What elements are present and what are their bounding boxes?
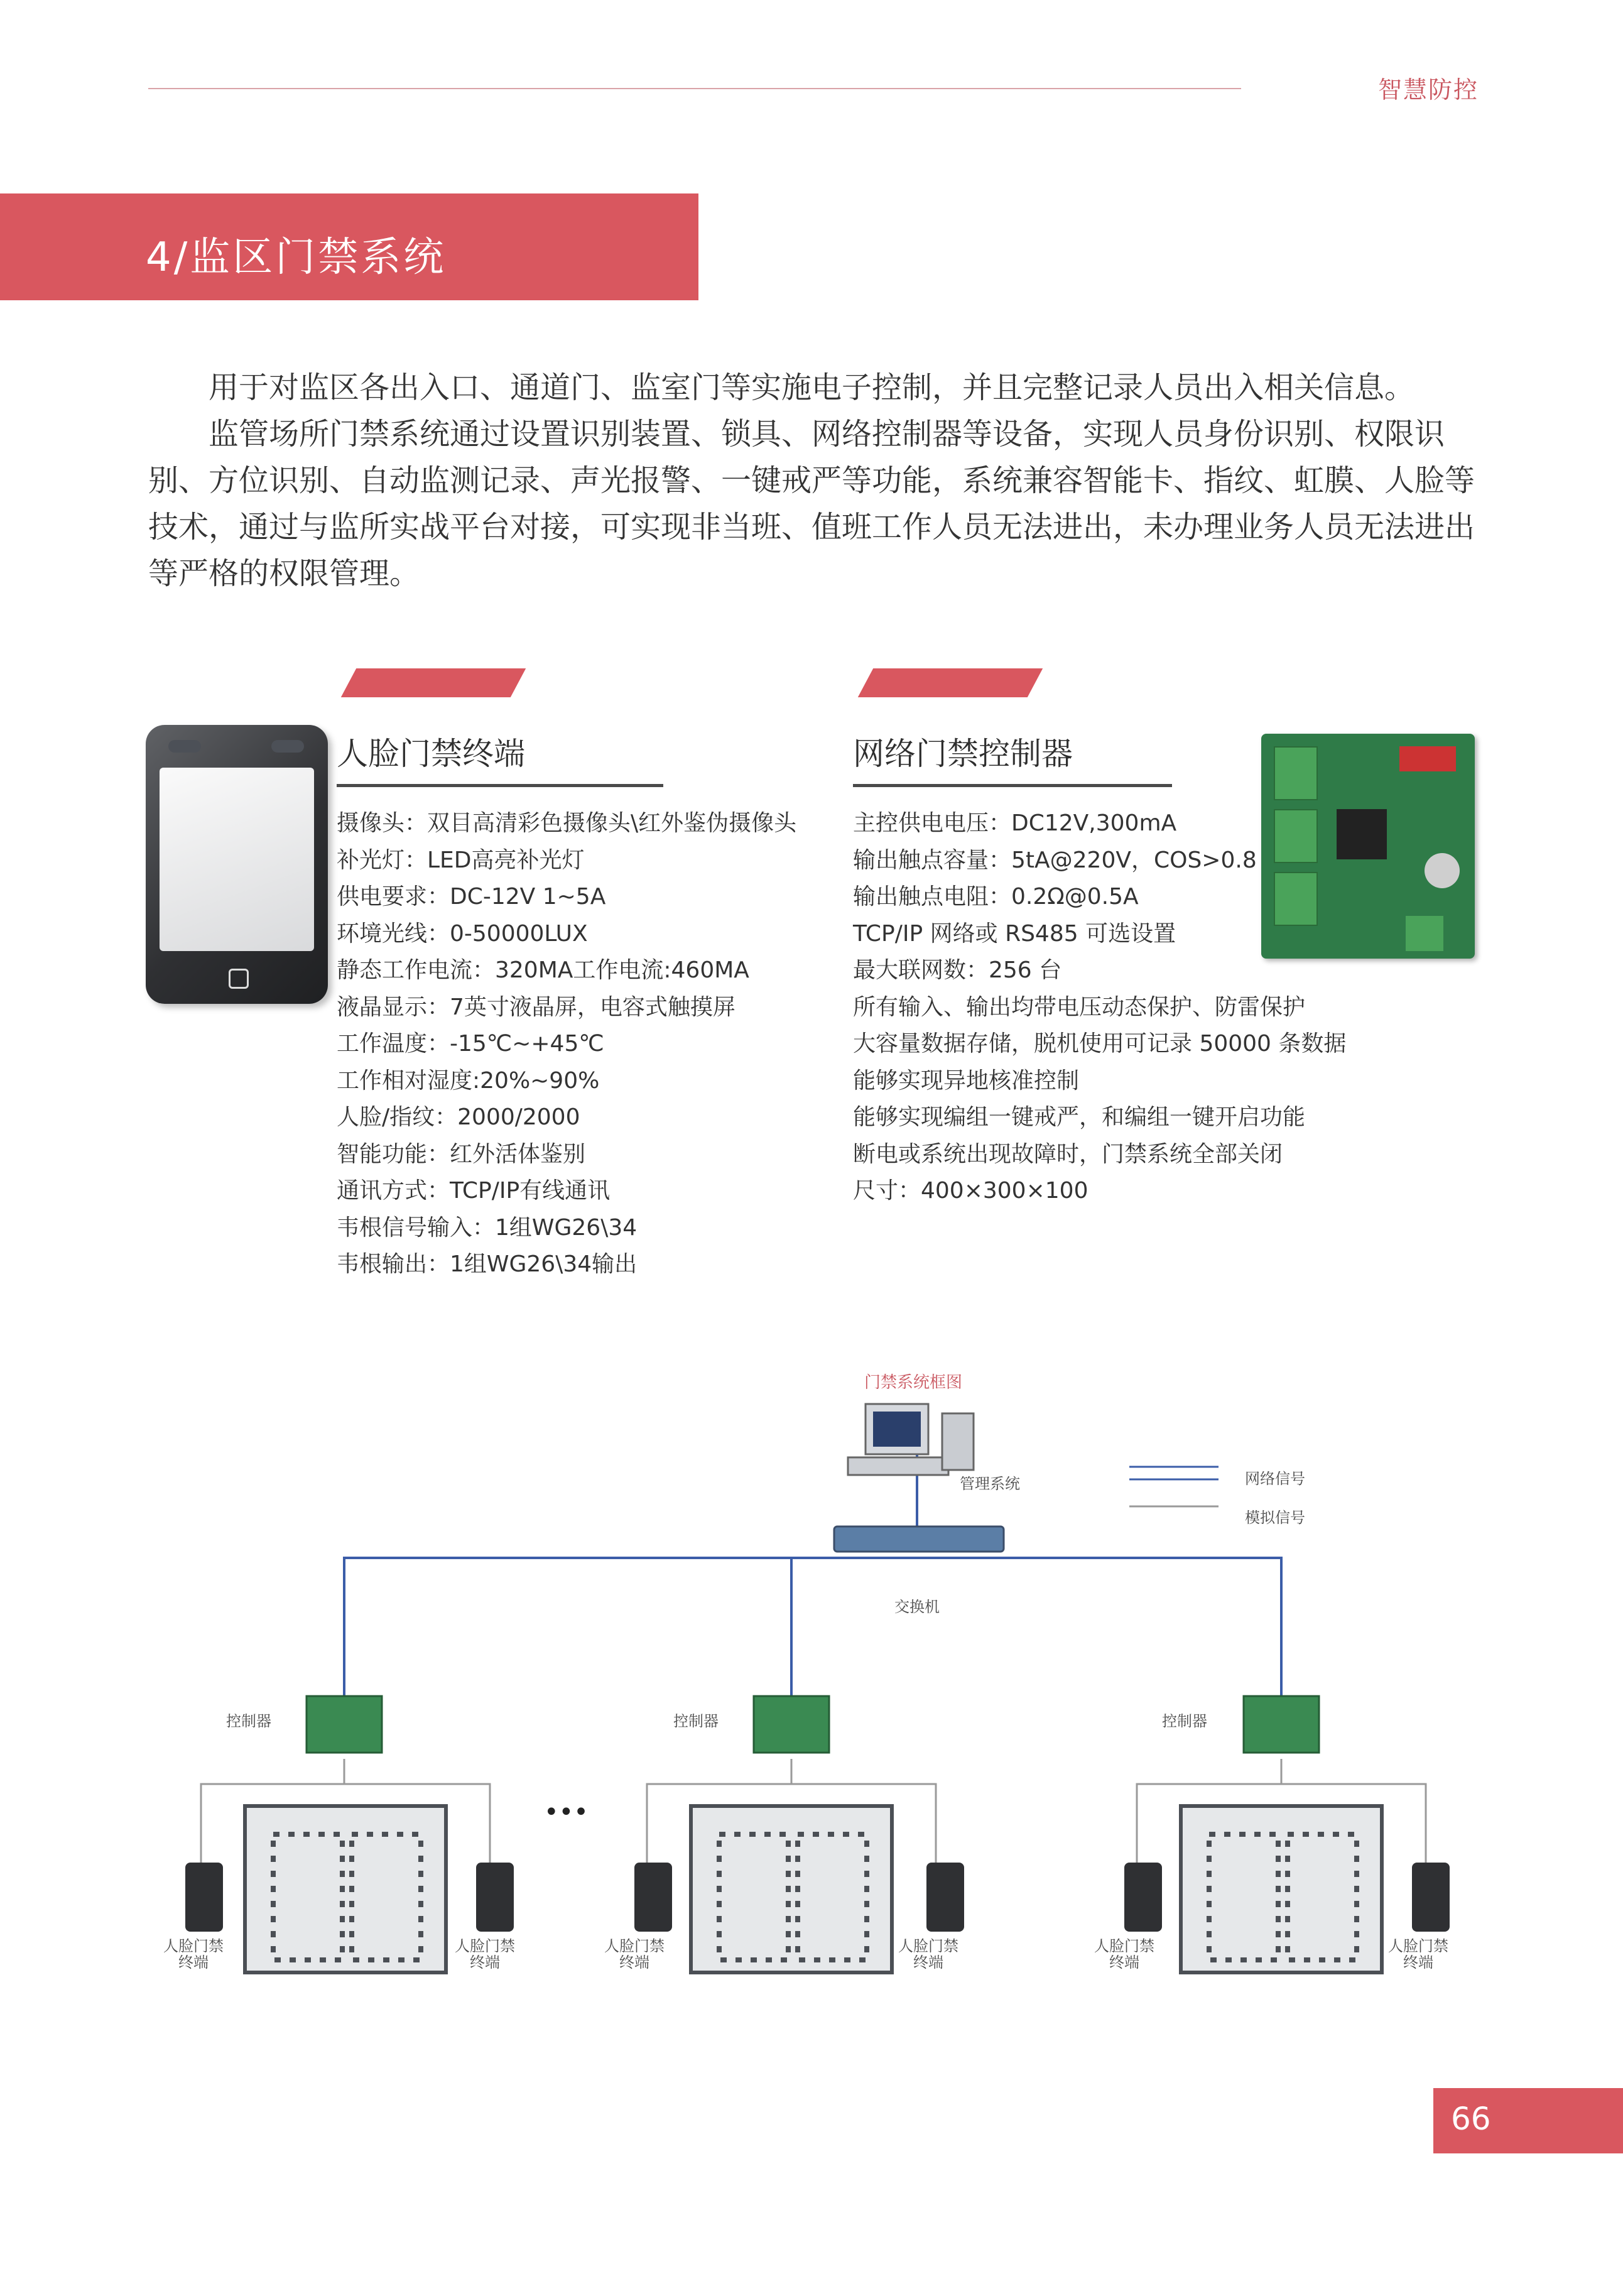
face-terminal-title: 人脸门禁终端 — [337, 736, 525, 772]
spec-line: 尺寸：400×300×100 — [853, 1178, 1088, 1204]
spec-line: 输出触点电阻：0.2Ω@0.5A — [853, 884, 1139, 910]
spec-line: 工作温度：-15℃~+45℃ — [337, 1031, 604, 1057]
section-title: 4/监区门禁系统 — [146, 234, 447, 281]
legend-network-label: 网络信号 — [1245, 1470, 1305, 1488]
face-terminal-icon — [634, 1863, 672, 1932]
gate-icon — [1181, 1806, 1382, 1972]
spec-line: 智能功能：红外活体鉴别 — [337, 1141, 586, 1167]
face-terminal-label: 人脸门禁 终端 — [1388, 1937, 1448, 1971]
spec-line: 人脸/指纹：2000/2000 — [337, 1104, 580, 1130]
camera-icon — [271, 740, 304, 753]
legend-analog-label: 模拟信号 — [1245, 1509, 1305, 1526]
face-terminal-tab — [341, 668, 526, 697]
face-terminal-rule — [337, 784, 663, 787]
spec-line: 供电要求：DC-12V 1~5A — [337, 884, 606, 910]
controller-board-image — [1261, 734, 1475, 959]
intro-paragraph-1: 用于对监区各出入口、通道门、监室门等实施电子控制，并且完整记录人员出入相关信息。 — [209, 370, 1415, 405]
spec-line: 环境光线：0-50000LUX — [337, 920, 588, 947]
face-terminal-image — [146, 725, 328, 1004]
page-number: 66 — [1451, 2101, 1491, 2137]
spec-line: 能够实现编组一键戒严，和编组一键开启功能 — [853, 1104, 1306, 1130]
spec-line: 工作相对湿度:20%~90% — [337, 1067, 600, 1094]
terminal-block — [1274, 746, 1318, 800]
header-rule — [148, 88, 1241, 89]
face-terminal-icon — [185, 1863, 223, 1932]
face-terminal-label: 人脸门禁 终端 — [163, 1937, 224, 1971]
face-terminal-label: 人脸门禁 终端 — [604, 1937, 665, 1971]
terminal-block — [1274, 809, 1318, 863]
diagram-mgmt-label: 管理系统 — [960, 1475, 1020, 1493]
diagram-switch-label: 交换机 — [894, 1598, 940, 1616]
gate-icon — [691, 1806, 892, 1972]
spec-line: TCP/IP 网络或 RS485 可选设置 — [853, 920, 1176, 947]
spec-line: 韦根输出：1组WG26\34输出 — [337, 1251, 638, 1277]
diagram-ellipsis: ••• — [544, 1798, 589, 1827]
spec-line: 液晶显示：7英寸液晶屏，电容式触摸屏 — [337, 994, 736, 1020]
face-terminal-icon — [476, 1863, 514, 1932]
controller-tab — [858, 668, 1043, 697]
dip-switch — [1399, 746, 1456, 771]
intro-paragraph-2: 监管场所门禁系统通过设置识别装置、锁具、网络控制器等设备，实现人员身份识别、权限识别、方位识别、自动监测记录、声光报警、一键戒严等功能，系统兼容智能卡、指纹、虹膜、人脸等技术，通过与监所实战平台对接，可实现非当班、值班工作人员无法进出，未办理业务人员无法进出等严格的权限管理。 — [148, 416, 1475, 591]
controller-label: 控制器 — [1162, 1712, 1207, 1730]
spec-line: 断电或系统出现故障时，门禁系统全部关闭 — [853, 1141, 1283, 1167]
face-terminal-specs — [337, 805, 796, 1283]
spec-line: 大容量数据存储，脱机使用可记录 50000 条数据 — [853, 1031, 1347, 1057]
spec-line: 能够实现异地核准控制 — [853, 1067, 1080, 1094]
spec-line: 摄像头：双目高清彩色摄像头\红外鉴伪摄像头 — [337, 810, 797, 836]
face-terminal-icon — [1412, 1863, 1450, 1932]
face-terminal-icon — [926, 1863, 964, 1932]
controller-label: 控制器 — [673, 1712, 719, 1730]
controller-title: 网络门禁控制器 — [853, 736, 1073, 772]
face-terminal-label: 人脸门禁 终端 — [898, 1937, 958, 1971]
gate-icon — [245, 1806, 446, 1972]
spec-line: 最大联网数：256 台 — [853, 957, 1062, 983]
access-control-diagram — [144, 1344, 1495, 1998]
camera-icon — [168, 740, 201, 753]
face-terminal-label: 人脸门禁 终端 — [455, 1937, 515, 1971]
controller-icon — [1244, 1696, 1319, 1753]
spec-line: 静态工作电流：320MA工作电流:460MA — [337, 957, 749, 983]
diagram-title: 门禁系统框图 — [864, 1373, 963, 1392]
controller-icon — [754, 1696, 829, 1753]
spec-line: 通讯方式：TCP/IP有线通讯 — [337, 1178, 611, 1204]
face-terminal-label: 人脸门禁 终端 — [1094, 1937, 1154, 1971]
spec-line: 补光灯：LED高亮补光灯 — [337, 847, 585, 873]
controller-icon — [307, 1696, 382, 1753]
network-lines — [344, 1448, 1281, 1724]
chip — [1337, 809, 1387, 859]
spec-line: 韦根信号输入：1组WG26\34 — [337, 1214, 638, 1241]
computer-icon — [848, 1404, 974, 1475]
intro-text — [148, 364, 1480, 597]
controller-rule — [853, 784, 1172, 787]
terminal-block — [1406, 916, 1443, 951]
spec-line: 输出触点容量：5tA@220V，COS>0.8 — [853, 847, 1257, 873]
terminal-screen — [160, 768, 314, 951]
switch-icon — [834, 1526, 1004, 1552]
terminal-block — [1274, 872, 1318, 926]
spec-line: 主控供电电压：DC12V,300mA — [853, 810, 1177, 836]
battery — [1425, 853, 1460, 888]
controller-label: 控制器 — [226, 1712, 271, 1730]
header-brand: 智慧防控 — [1377, 76, 1479, 104]
spec-line: 所有输入、输出均带电压动态保护、防雷保护 — [853, 994, 1306, 1020]
face-terminal-icon — [1124, 1863, 1162, 1932]
home-button-icon — [229, 969, 249, 989]
